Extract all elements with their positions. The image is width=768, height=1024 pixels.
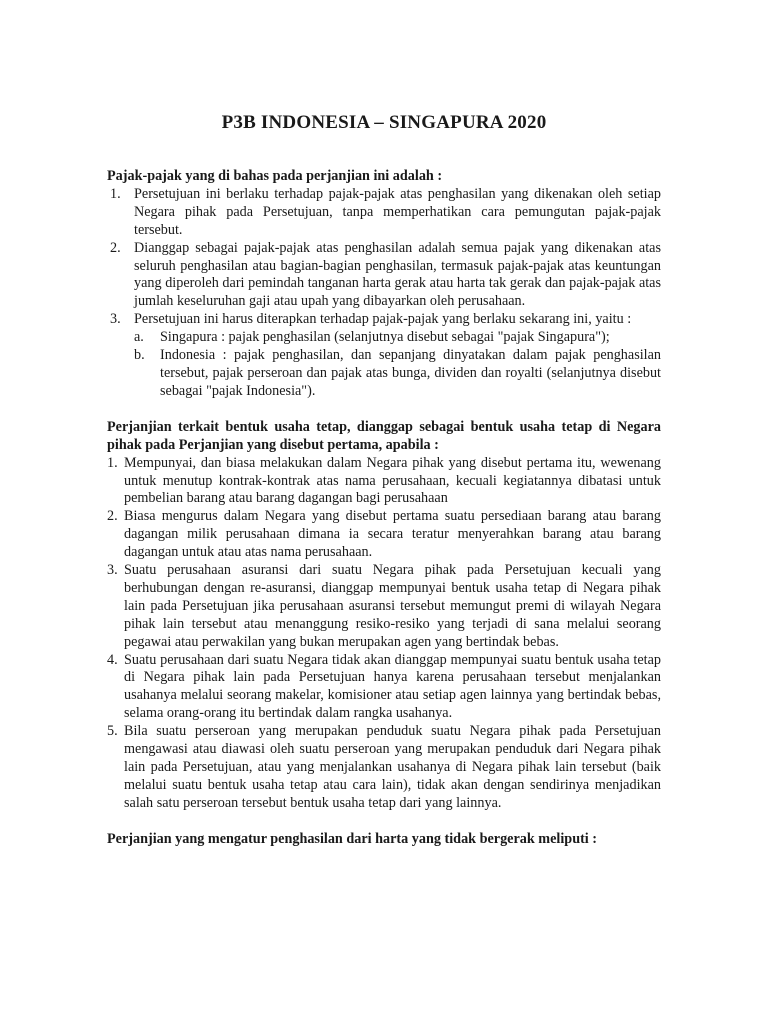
list-item-number: 2. (110, 239, 121, 256)
section-heading: Perjanjian terkait bentuk usaha tetap, dianggap sebagai bentuk usaha tetap di Negara pihak pada Perjanjian yang disebut pertama, apabila : (107, 418, 661, 453)
sub-list-item-letter: a. (134, 329, 144, 346)
sub-list (134, 329, 661, 401)
list-item (107, 455, 661, 509)
list-item-text: Bila suatu perseroan yang merupakan penduduk suatu Negara pihak pada Persetujuan mengawasi atau diawasi oleh suatu perseroan yang merupakan penduduk dari Negara pihak lain pada Persetujuan, atau yang menjalankan usahanya di Negara pihak lain tersebut (baik melalui suatu bentuk usaha tetap atau cara lain), tidak akan dengan sendirinya menjadikan salah satu perseroan tersebut bentuk usaha tetap dari yang lainnya. (124, 723, 661, 811)
list-item-number: 4. (107, 651, 118, 668)
list-item (107, 562, 661, 652)
list-item-text: Persetujuan ini harus diterapkan terhadap pajak-pajak yang berlaku sekarang ini, yaitu : (134, 311, 632, 328)
list-item-text: Persetujuan ini berlaku terhadap pajak-pajak atas penghasilan yang dikenakan oleh setiap Negara pihak pada Persetujuan, tanpa memperhatikan cara pemungutan pajak-pajak tersebut. (134, 185, 661, 238)
document-body (107, 168, 661, 849)
document-title: P3B INDONESIA – SINGAPURA 2020 (221, 112, 547, 133)
list-item (107, 311, 661, 401)
list-item-text: Suatu perusahaan dari suatu Negara tidak akan dianggap mempunyai suatu bentuk usaha tetap di Negara pihak lain pada Persetujuan hanya karena perusahaan tersebut menjalankan usahanya melalui seorang makelar, komisioner atau setiap agen lainnya yang bertindak bebas, selama orang-orang itu bertindak dalam rangka usahanya. (124, 651, 661, 722)
sub-list-item (134, 329, 661, 347)
list-item (107, 508, 661, 562)
list-item (107, 723, 661, 813)
numbered-list (107, 186, 661, 401)
list-item-number: 2. (107, 508, 118, 525)
section-heading: Perjanjian yang mengatur penghasilan dari harta yang tidak bergerak meliputi : (107, 830, 598, 847)
list-item-text: Dianggap sebagai pajak-pajak atas penghasilan adalah semua pajak yang dikenakan atas seluruh penghasilan atau bagian-bagian penghasilan, termasuk pajak-pajak atas keuntungan yang diperoleh dari pemindah tanganan harta gerak atau harta tak gerak dan pajak-pajak atas jumlah keseluruhan gaji atau upah yang dibayarkan oleh perusahaan. (134, 239, 661, 310)
list-item-text: Mempunyai, dan biasa melakukan dalam Negara pihak yang disebut pertama itu, wewenang untuk menutup kontrak-kontrak atas nama perusahaan, kecuali kegiatannya dibatasi untuk pembelian barang atau barang dagangan bagi perusahaan (124, 454, 661, 507)
list-item (107, 652, 661, 724)
list-item-number: 3. (110, 311, 121, 328)
list-item-text: Biasa mengurus dalam Negara yang disebut pertama suatu persediaan barang atau barang dagangan milik perusahaan dimana ia secara teratur menyerahkan barang atau barang dagangan untuk atau atas nama perusahaan. (124, 508, 661, 561)
list-item-number: 3. (107, 562, 118, 579)
sub-list-item (134, 347, 661, 401)
section-immovable-property (107, 831, 661, 849)
list-item-text: Suatu perusahaan asuransi dari suatu Negara pihak pada Persetujuan kecuali yang berhubungan dengan re-asuransi, dianggap mempunyai bentuk usaha tetap di Negara pihak lain pada Persetujuan jika perusahaan asuransi tersebut memungut premi di wilayah Negara pihak lain tersebut atau menanggung resiko-resiko yang terjadi di sana melalui seorang pegawai atau perwakilan yang bukan merupakan agen yang bertindak bebas. (124, 562, 661, 650)
sub-list-item-text: Indonesia : pajak penghasilan, dan sepanjang dinyatakan dalam pajak penghasilan tersebut, pajak perseroan dan pajak atas bunga, dividen dan royalti (selanjutnya disebut sebagai "pajak Indonesia"). (160, 347, 661, 399)
numbered-list (107, 455, 661, 813)
list-item (107, 186, 661, 240)
list-item (107, 240, 661, 312)
list-item-number: 5. (107, 723, 118, 740)
sub-list-item-letter: b. (134, 347, 145, 364)
sub-list-item-text: Singapura : pajak penghasilan (selanjutnya disebut sebagai "pajak Singapura"); (160, 329, 610, 346)
section-permanent-establishment (107, 419, 661, 813)
list-item-number: 1. (107, 454, 118, 471)
section-taxes-covered (107, 168, 661, 401)
section-heading: Pajak-pajak yang di bahas pada perjanjian ini adalah : (107, 168, 443, 184)
list-item-number: 1. (110, 185, 121, 202)
